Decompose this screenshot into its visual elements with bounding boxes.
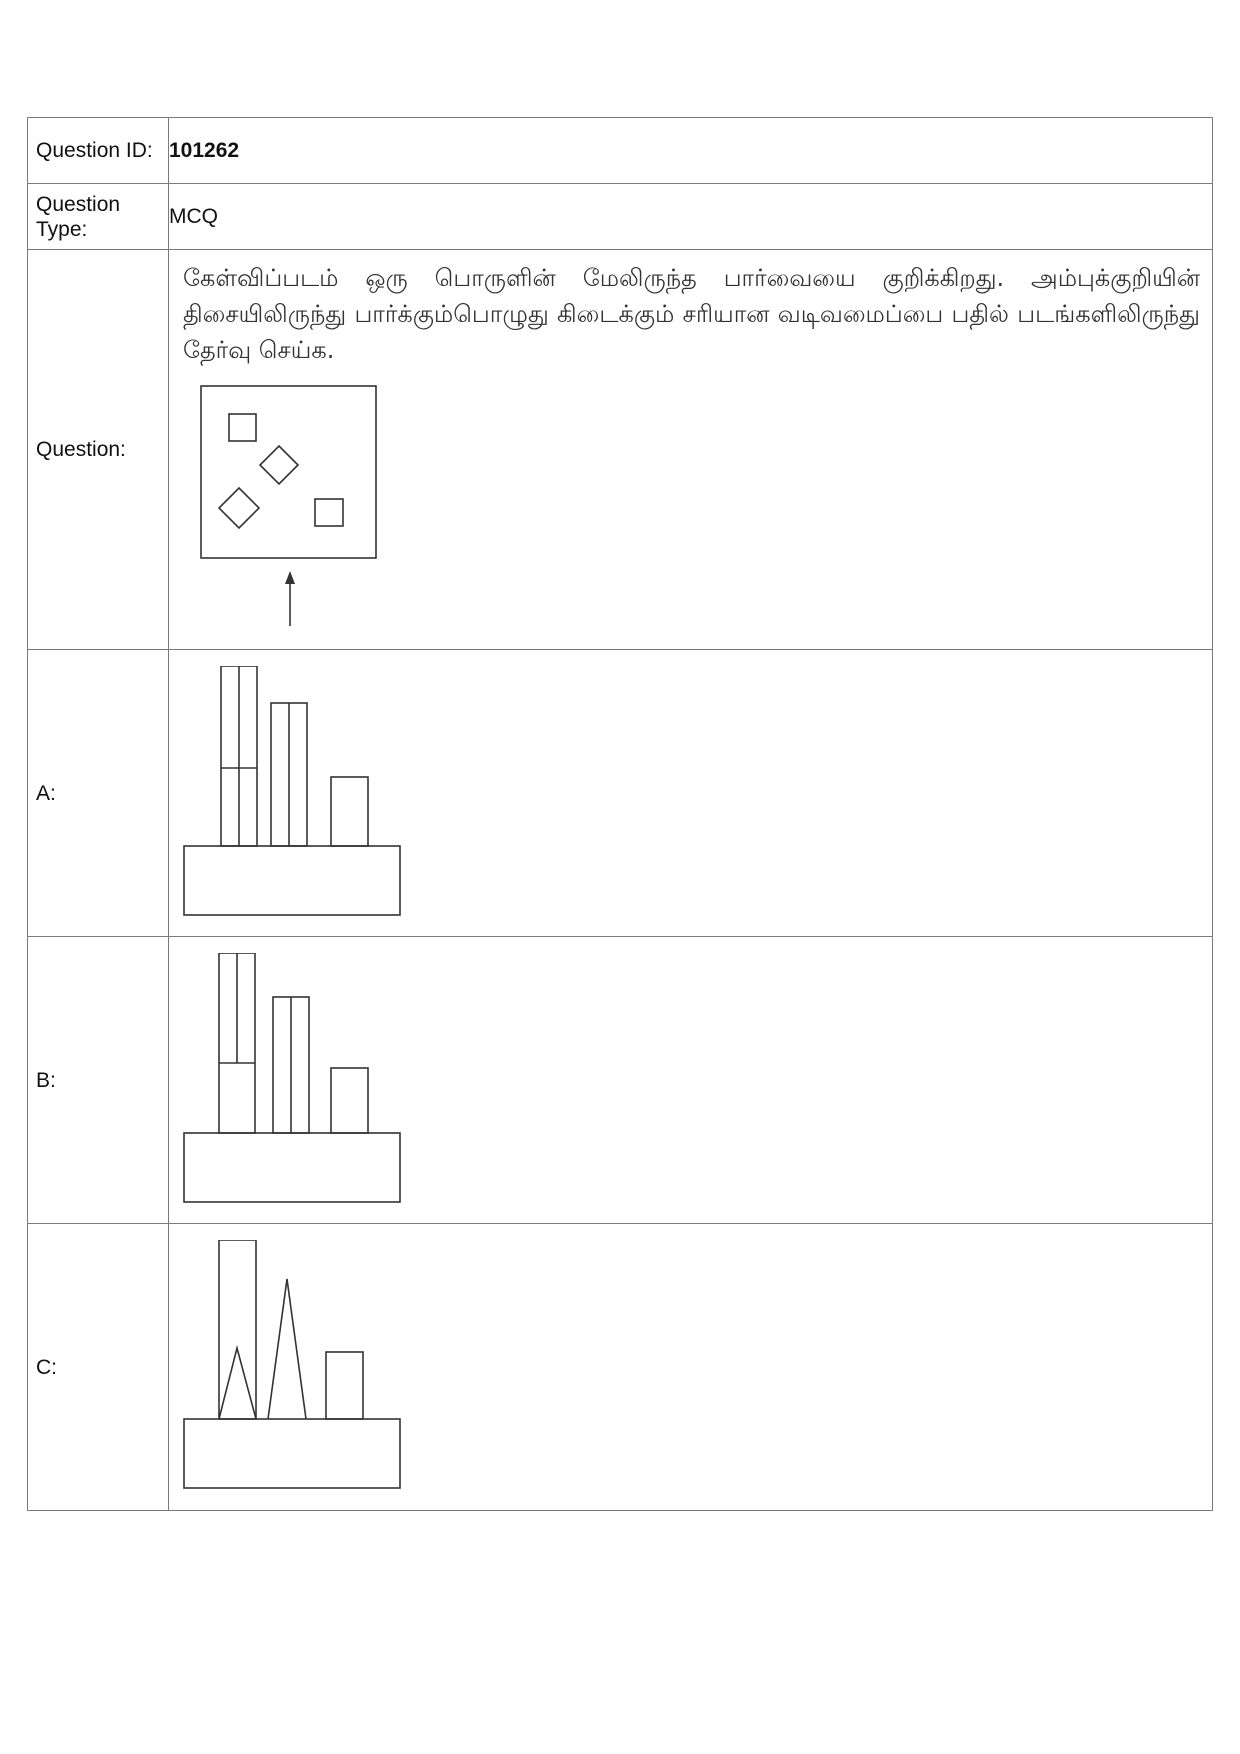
row-question-type [28,184,1213,250]
option-c-figure [183,1240,423,1510]
question-figure [179,376,419,644]
option-c-base [184,1419,400,1488]
option-b-figure [183,953,423,1223]
row-question [28,250,1213,650]
option-b-short-block [331,1068,368,1133]
option-c-cell[interactable] [169,1224,1213,1511]
top-view-outline [201,386,376,558]
top-view-square-2 [315,499,343,526]
option-b-base [184,1133,400,1202]
top-view-diamond-2 [219,488,259,528]
question-cell [169,250,1213,650]
option-c-label: C: [28,1224,169,1511]
option-a-label: A: [28,650,169,937]
option-b-cell[interactable] [169,937,1213,1224]
option-a-short-block [331,777,368,846]
option-c-small-triangle [219,1348,256,1419]
row-option-c [28,1224,1213,1511]
row-option-a [28,650,1213,937]
question-table [27,117,1213,1511]
question-type-label: Question Type: [28,184,169,250]
arrow-up-icon [285,571,295,584]
row-question-id [28,118,1213,184]
option-b-label: B: [28,937,169,1224]
question-type-value: MCQ [169,184,1213,250]
question-id-value: 101262 [169,118,1213,184]
option-a-cell[interactable] [169,650,1213,937]
question-label: Question: [28,250,169,650]
option-c-short-block [326,1352,363,1419]
top-view-diamond-1 [260,446,298,484]
option-c-tall-block [219,1240,256,1419]
row-option-b [28,937,1213,1224]
top-view-square-1 [229,414,256,441]
option-a-base [184,846,400,915]
question-text: கேள்விப்படம் ஒரு பொருளின் மேலிருந்த பார்வையை குறிக்கிறது. அம்புக்குறியின் திசையிலிருந்து பார்க்கும்பொழுது கிடைக்கும் சரியான வடிவமைப்பை பதில் படங்களிலிருந்து தேர்வு செய்க. [183,264,1200,364]
question-id-label: Question ID: [28,118,169,184]
option-c-tall-triangle [268,1279,306,1419]
option-a-figure [183,666,423,936]
